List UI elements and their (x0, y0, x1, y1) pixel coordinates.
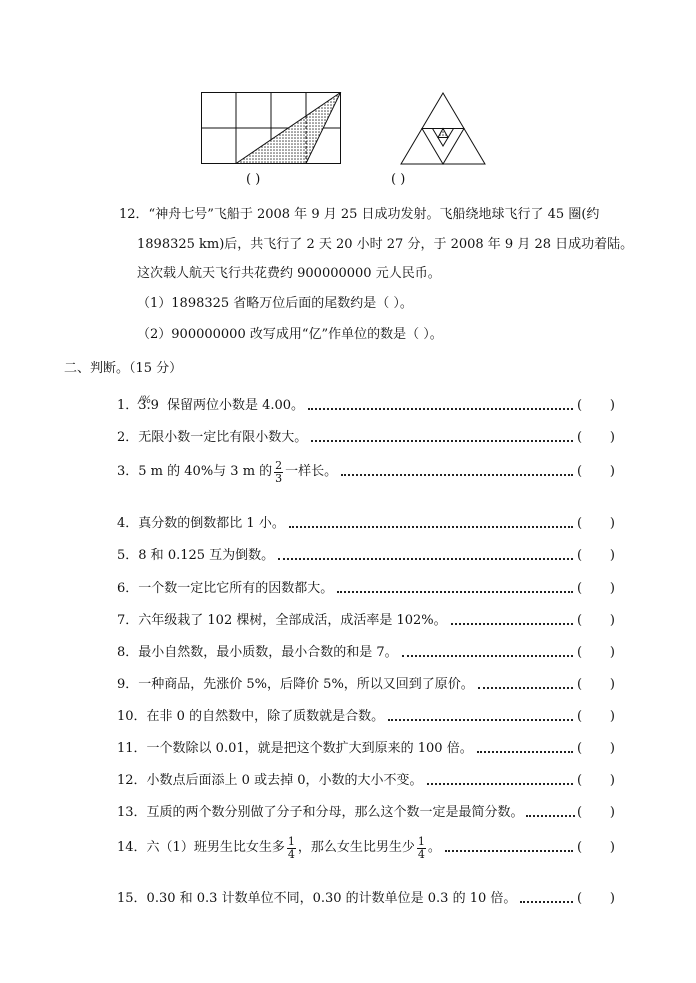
judge-item-3 (117, 458, 615, 485)
item-text: 0.30 和 0.3 计数单位不同，0.30 的计数单位是 0.3 的 10 倍。 (146, 891, 517, 906)
answer-blank[interactable]: ( ) (577, 516, 615, 531)
dot-leader (278, 547, 573, 565)
dot-leader (445, 839, 573, 857)
answer-blank[interactable]: ( ) (577, 805, 615, 820)
item-text-tail: 保留两位小数是 4.00。 (166, 398, 305, 413)
dot-leader (478, 676, 573, 694)
answer-blank[interactable]: ( ) (577, 581, 615, 596)
item-number: 2． (117, 430, 139, 445)
judge-item-14 (117, 834, 615, 861)
item-number: 6． (117, 581, 139, 596)
judge-item-6 (117, 580, 615, 598)
answer-blank[interactable]: ( ) (577, 613, 615, 628)
judge-item-10 (117, 708, 615, 726)
fraction-one-quarter: $\frac{1}{4}$ (287, 834, 295, 861)
dot-leader (341, 463, 573, 481)
item-text: 一种商品，先涨价 5%，后降价 5%，所以又回到了原价。 (138, 677, 474, 692)
answer-blank[interactable]: ( ) (577, 709, 615, 724)
answer-blank[interactable]: ( ) (577, 645, 615, 660)
judge-item-1 (117, 397, 615, 415)
dot-leader (526, 804, 575, 822)
item-text-tail: 一样长。 (285, 464, 338, 479)
item-number: 15． (117, 891, 147, 906)
dot-leader (402, 644, 573, 662)
item-number: 8． (117, 645, 139, 660)
judge-item-9 (117, 676, 615, 694)
answer-blank[interactable]: ( ) (577, 677, 615, 692)
section-2-heading: 二、判断。（15 分） (64, 361, 183, 376)
item-text: 3.9 /% (138, 397, 159, 415)
item-text: 真分数的倒数都比 1 小。 (138, 516, 285, 531)
item-number: 3． (117, 464, 139, 479)
dot-leader (451, 612, 573, 630)
answer-blank[interactable]: ( ) (577, 464, 615, 479)
judge-item-5 (117, 547, 615, 565)
judge-item-15 (117, 890, 615, 908)
fraction-one-quarter: $\frac{1}{4}$ (417, 834, 425, 861)
grid-rectangle-figure (201, 92, 343, 165)
judge-item-12 (117, 772, 615, 790)
judge-item-4 (117, 515, 615, 533)
item-text: 5 m 的 40%与 3 m 的 (138, 464, 273, 479)
item-text: 在非 0 的自然数中，除了质数就是合数。 (146, 709, 385, 724)
answer-blank[interactable]: ( ) (577, 398, 615, 413)
judge-item-11 (117, 740, 615, 758)
dot-leader (289, 515, 573, 533)
item-text: 无限小数一定比有限小数大。 (138, 430, 308, 445)
nested-triangle-figure (400, 92, 486, 166)
item-text-tail: 。 (427, 840, 441, 855)
dot-leader (477, 740, 573, 758)
fraction-two-thirds: $\frac{2}{3}$ (275, 458, 283, 485)
item-number: 4． (117, 516, 139, 531)
answer-blank[interactable]: ( ) (577, 548, 615, 563)
item-number: 14． (117, 840, 147, 855)
q12-sub-1[interactable]: （1）1898325 省略万位后面的尾数约是（ ）。 (137, 296, 413, 311)
item-number: 7． (117, 613, 139, 628)
judge-item-7 (117, 612, 615, 630)
answer-blank[interactable]: ( ) (577, 840, 615, 855)
item-number: 1． (117, 398, 139, 413)
figure-2-answer-blank[interactable]: ( ) (391, 172, 406, 187)
judge-item-2 (117, 429, 615, 447)
item-number: 9． (117, 677, 139, 692)
item-text: 小数点后面添上 0 或去掉 0，小数的大小不变。 (146, 773, 423, 788)
figure-1-answer-blank[interactable]: ( ) (246, 172, 261, 187)
dot-leader (520, 890, 573, 908)
answer-blank[interactable]: ( ) (577, 891, 615, 906)
q12-line-3: 这次载人航天飞行共花费约 900000000 元人民币。 (137, 266, 441, 281)
q12-line-1: 12．“神舟七号”飞船于 2008 年 9 月 25 日成功发射。飞船绕地球飞行了 45 圈(约 (119, 207, 600, 222)
answer-blank[interactable]: ( ) (577, 741, 615, 756)
item-number: 5． (117, 548, 139, 563)
item-number: 12． (117, 773, 147, 788)
q12-line-2: 1898325 km)后，共飞行了 2 天 20 小时 27 分，于 2008 年 9 月 28 日成功着陆。 (137, 237, 634, 252)
dot-leader (388, 708, 573, 726)
item-text: 8 和 0.125 互为倒数。 (138, 548, 275, 563)
answer-blank[interactable]: ( ) (577, 430, 615, 445)
item-text: 一个数一定比它所有的因数都大。 (138, 581, 334, 596)
dot-leader (337, 580, 573, 598)
dot-leader (308, 397, 573, 415)
item-text: 一个数除以 0.01，就是把这个数扩大到原来的 100 倍。 (146, 741, 473, 756)
item-text: 最小自然数，最小质数，最小合数的和是 7。 (138, 645, 398, 660)
item-number: 11． (117, 741, 147, 756)
item-text: 互质的两个数分别做了分子和分母，那么这个数一定是最简分数。 (146, 805, 524, 820)
dot-leader (311, 429, 573, 447)
item-number: 10． (117, 709, 147, 724)
item-text: 六年级栽了 102 棵树，全部成活，成活率是 102%。 (138, 613, 447, 628)
dot-leader (427, 772, 574, 790)
judge-item-13 (117, 804, 615, 822)
q12-sub-2[interactable]: （2）900000000 改写成用“亿”作单位的数是（ ）。 (137, 327, 443, 342)
item-number: 13． (117, 805, 147, 820)
judge-item-8 (117, 644, 615, 662)
item-text: 六（1）班男生比女生多 (146, 840, 285, 855)
item-text-middle: ，那么女生比男生少 (297, 840, 415, 855)
answer-blank[interactable]: ( ) (577, 773, 615, 788)
